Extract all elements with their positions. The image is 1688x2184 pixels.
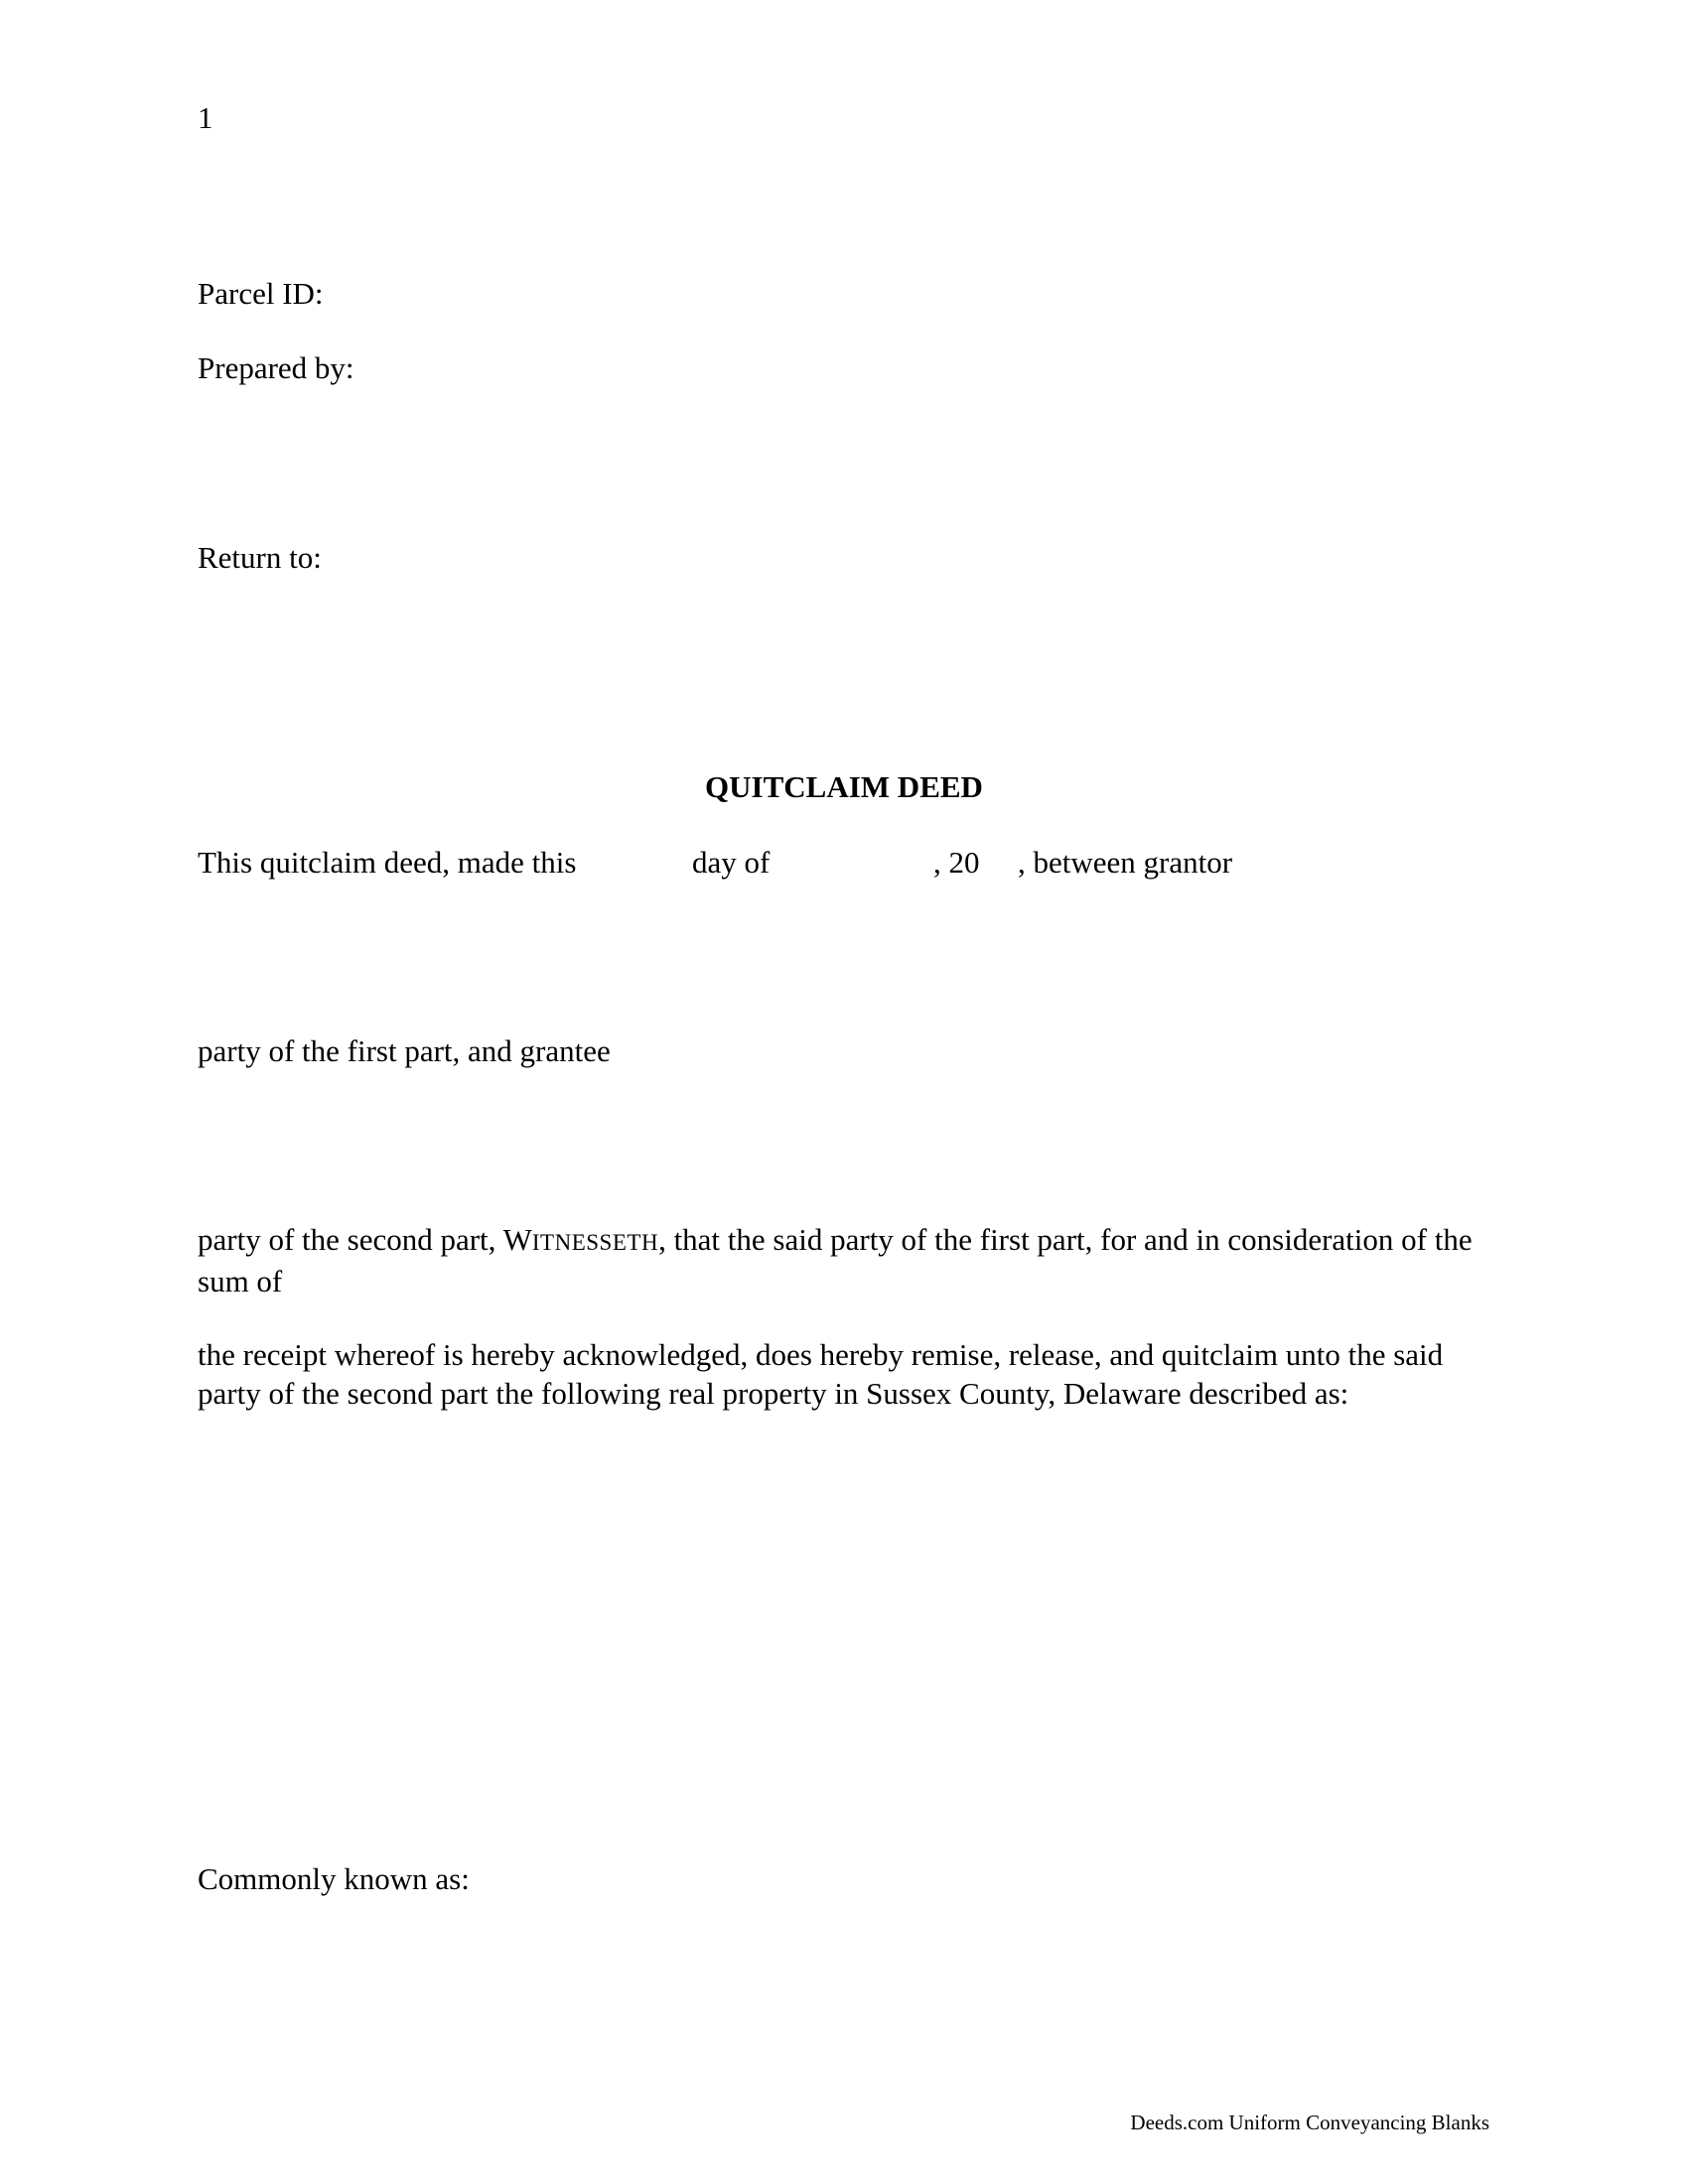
receipt-paragraph: the receipt whereof is hereby acknowledged, does hereby remise, release, and quitclaim unto the said party of the second part the following real property in Sussex County, Delaware described as: xyxy=(198,1337,1444,1411)
witness-after-text: , that the said party of the first part, for and in consideration of the sum of xyxy=(198,1222,1473,1298)
witness-paragraph xyxy=(198,1220,1498,1300)
parcel-id-label: Parcel ID: xyxy=(198,276,324,311)
witnesseth-word: WITNESSETH xyxy=(502,1222,659,1257)
document-title: QUITCLAIM DEED xyxy=(705,769,983,804)
commonly-known-label: Commonly known as: xyxy=(198,1861,470,1896)
between-grantor-text: , between grantor xyxy=(1018,845,1233,880)
first-party-line: party of the first part, and grantee xyxy=(198,1033,611,1068)
made-this-text: This quitclaim deed, made this xyxy=(198,845,577,880)
day-of-text: day of xyxy=(692,845,771,880)
page-number: 1 xyxy=(198,100,213,135)
prepared-by-label: Prepared by: xyxy=(198,350,354,385)
return-to-label: Return to: xyxy=(198,540,322,575)
witness-before-text: party of the second part, xyxy=(198,1222,496,1257)
footer-text: Deeds.com Uniform Conveyancing Blanks xyxy=(1130,2111,1489,2134)
year-prefix-text: , 20 xyxy=(933,845,980,880)
